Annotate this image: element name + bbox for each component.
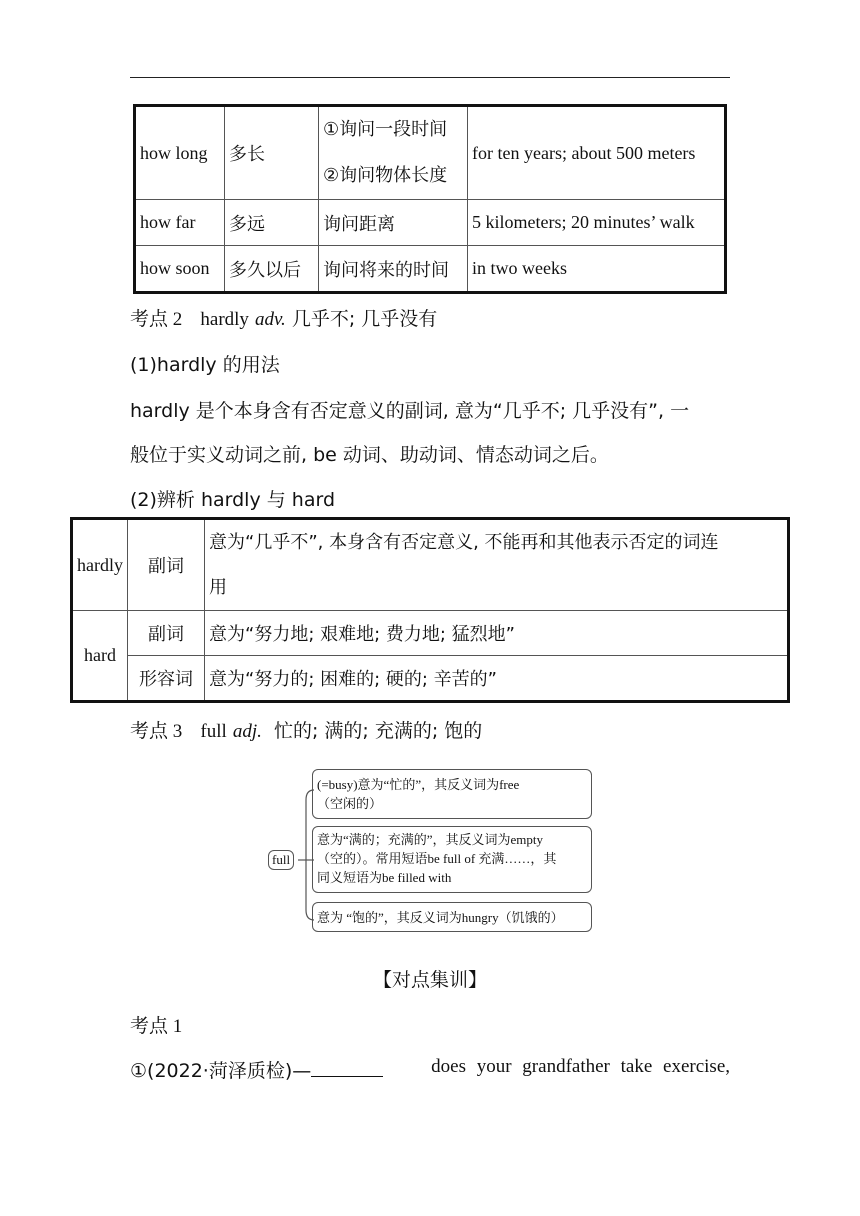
table-cell: 询问距离 xyxy=(319,200,468,246)
diagram-text: 意为“满的；充满的”，其反义词为empty xyxy=(317,832,544,847)
table-cell: 多远 xyxy=(225,200,319,246)
table-cell: 5 kilometers; 20 minutes’ walk xyxy=(468,200,726,246)
subheading-usage: (1)hardly 的用法 xyxy=(130,354,280,376)
table-cell: hard xyxy=(72,611,128,702)
diagram-text: (=busy)意为“忙的”，其反义词为free xyxy=(317,777,520,792)
table-cell xyxy=(205,519,789,611)
subheading-compare: (2)辨析 hardly 与 hard xyxy=(130,489,336,511)
practice-heading: 【对点集训】 xyxy=(372,969,487,991)
point3-heading xyxy=(130,716,482,743)
diagram-text: （空闲的） xyxy=(317,796,383,811)
question-prefix xyxy=(130,1056,383,1083)
diagram-box xyxy=(312,902,592,932)
meaning: 几乎不; 几乎没有 xyxy=(291,308,438,330)
table-cell: how far xyxy=(135,200,225,246)
table-cell: 形容词 xyxy=(128,656,205,702)
question-words-table xyxy=(133,104,727,294)
hardly-hard-table xyxy=(70,517,790,703)
table-cell xyxy=(319,106,468,200)
usage-line: ①询问一段时间 xyxy=(323,119,448,140)
desc-line: 意为“几乎不”, 本身含有否定意义, 不能再和其他表示否定的词连 xyxy=(209,532,719,553)
table-cell: for ten years; about 500 meters xyxy=(468,106,726,200)
diagram-root: full xyxy=(268,850,294,870)
table-cell: in two weeks xyxy=(468,246,726,293)
diagram-text: （空的）。常用短语be full of 充满……，其 xyxy=(317,851,557,866)
table-cell: 多久以后 xyxy=(225,246,319,293)
question-text: does your grandfather take exercise, xyxy=(431,1056,730,1077)
table-row xyxy=(135,106,726,200)
part-of-speech: adv. xyxy=(254,309,286,330)
desc-line: 用 xyxy=(209,577,227,598)
table-cell: 多长 xyxy=(225,106,319,200)
paragraph-line: 般位于实义动词之前, be 动词、助动词、情态动词之后。 xyxy=(130,444,609,466)
headword: full xyxy=(200,721,227,742)
diagram-box xyxy=(312,826,592,893)
meaning: 忙的; 满的; 充满的; 饱的 xyxy=(273,720,483,742)
answer-blank[interactable] xyxy=(311,1058,383,1077)
paragraph-line: hardly 是个本身含有否定意义的副词, 意为“几乎不; 几乎没有”, 一 xyxy=(130,400,690,422)
diagram-text: 同义短语为be filled with xyxy=(317,870,452,885)
header-rule xyxy=(130,77,730,78)
point-label: 考点 2 xyxy=(130,309,183,330)
usage-line: ②询问物体长度 xyxy=(323,165,448,186)
point1-label: 考点 1 xyxy=(130,1016,183,1037)
diagram-box xyxy=(312,769,592,819)
table-cell: 意为“努力地; 艰难地; 费力地; 猛烈地” xyxy=(205,611,789,656)
table-row xyxy=(72,656,789,702)
point-label: 考点 3 xyxy=(130,721,183,742)
part-of-speech: adj. xyxy=(232,721,262,742)
table-cell: 副词 xyxy=(128,611,205,656)
table-cell: how long xyxy=(135,106,225,200)
table-row xyxy=(72,519,789,611)
point2-heading xyxy=(130,304,437,331)
question-source: ①(2022·菏泽质检)— xyxy=(130,1060,312,1082)
headword: hardly xyxy=(200,309,249,330)
table-cell: 意为“努力的; 困难的; 硬的; 辛苦的” xyxy=(205,656,789,702)
table-cell: 询问将来的时间 xyxy=(319,246,468,293)
question-1 xyxy=(130,1056,730,1083)
table-row xyxy=(72,611,789,656)
table-cell: how soon xyxy=(135,246,225,293)
table-cell: 副词 xyxy=(128,519,205,611)
diagram-text: 意为 “饱的”，其反义词为hungry（饥饿的） xyxy=(317,910,564,925)
table-row xyxy=(135,200,726,246)
table-cell: hardly xyxy=(72,519,128,611)
table-row xyxy=(135,246,726,293)
